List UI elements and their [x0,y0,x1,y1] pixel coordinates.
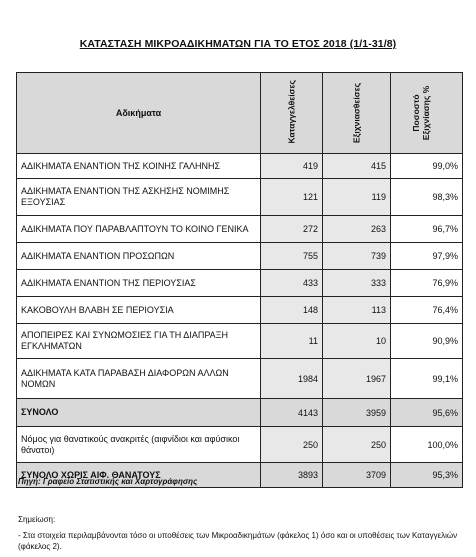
page-title: ΚΑΤΑΣΤΑΣΗ ΜΙΚΡΟΑΔΙΚΗΜΑΤΩΝ ΓΙΑ ΤΟ ΕΤΟΣ 2018 (1/1-31/8) [79,38,397,50]
row-reported: 755 [261,243,323,270]
special-row [17,427,463,463]
row-solved: 1967 [323,359,391,399]
header-percent: Ποσοστό Εξιχνίασης % [411,85,431,141]
row-percent: 97,9% [391,243,463,270]
note-text: - Στα στοιχεία περιλαμβάνονται τόσο οι υποθέσεις των Μικροαδικημάτων (φάκελος 1) όσο και οι υποθέσεις των Καταγγελιών (φάκελος 2). [18,531,458,551]
table-row [17,243,463,270]
table-row [17,297,463,324]
row-solved: 739 [323,243,391,270]
row-solved: 10 [323,324,391,359]
header-solved: Εξιχνιασθείσες [351,82,362,144]
row-solved: 333 [323,270,391,297]
row-label: ΑΔΙΚΗΜΑΤΑ ΚΑΤΑ ΠΑΡΑΒΑΣΗ ΔΙΑΦΟΡΩΝ ΑΛΛΩΝ ΝΟΜΩΝ [17,359,261,399]
row-percent: 99,1% [391,359,463,399]
table-row [17,324,463,359]
row-reported: 419 [261,154,323,179]
row-percent: 90,9% [391,324,463,359]
special-solved: 250 [323,427,391,463]
header-offense: Αδικήματα [17,73,261,154]
row-reported: 272 [261,216,323,243]
row-percent: 98,3% [391,179,463,216]
source-note: Πηγή: Γραφείο Στατιστικής και Χαρτογράφησης [18,477,198,486]
row-reported: 433 [261,270,323,297]
special-reported: 250 [261,427,323,463]
row-solved: 263 [323,216,391,243]
header-row [17,73,463,154]
header-solved-cell [323,73,391,154]
header-reported: Καταγγελθείσες [286,80,297,144]
total-percent: 95,6% [391,399,463,427]
row-solved: 113 [323,297,391,324]
row-label: ΑΔΙΚΗΜΑΤΑ ΕΝΑΝΤΙΟΝ ΤΗΣ ΠΕΡΙΟΥΣΙΑΣ [17,270,261,297]
table-row [17,216,463,243]
offenses-table [16,72,463,488]
table-row [17,179,463,216]
row-percent: 76,4% [391,297,463,324]
row-reported: 148 [261,297,323,324]
total-excl-label: ΣΥΝΟΛΟ ΧΩΡΙΣ ΑΙΦ. ΘΑΝΑΤΟΥΣ [17,463,261,488]
row-solved: 119 [323,179,391,216]
header-reported-cell [261,73,323,154]
row-reported: 121 [261,179,323,216]
row-reported: 1984 [261,359,323,399]
total-label: ΣΥΝΟΛΟ [17,399,261,427]
total-excl-solved: 3709 [323,463,391,488]
special-label: Νόμος για θανατικούς ανακριτές (αιφνίδιοι και αφύσικοι θάνατοι) [17,427,261,463]
table-row [17,154,463,179]
row-label: ΑΔΙΚΗΜΑΤΑ ΕΝΑΝΤΙΟΝ ΤΗΣ ΑΣΚΗΣΗΣ ΝΟΜΙΜΗΣ ΕΞΟΥΣΙΑΣ [17,179,261,216]
row-percent: 76,9% [391,270,463,297]
row-label: ΚΑΚΟΒΟΥΛΗ ΒΛΑΒΗ ΣΕ ΠΕΡΙΟΥΣΙΑ [17,297,261,324]
table-row [17,270,463,297]
total-reported: 4143 [261,399,323,427]
row-label: ΑΔΙΚΗΜΑΤΑ ΠΟΥ ΠΑΡΑΒΛΑΠΤΟΥΝ ΤΟ ΚΟΙΝΟ ΓΕΝΙΚΑ [17,216,261,243]
row-reported: 11 [261,324,323,359]
header-percent-cell [391,73,463,154]
total-excl-reported: 3893 [261,463,323,488]
table-row [17,359,463,399]
row-label: ΑΔΙΚΗΜΑΤΑ ΕΝΑΝΤΙΟΝ ΠΡΟΣΩΠΩΝ [17,243,261,270]
total-excl-percent: 95,3% [391,463,463,488]
note-heading: Σημείωση: [18,515,56,524]
row-percent: 96,7% [391,216,463,243]
row-solved: 415 [323,154,391,179]
special-percent: 100,0% [391,427,463,463]
row-label: ΑΠΟΠΕΙΡΕΣ ΚΑΙ ΣΥΝΩΜΟΣΙΕΣ ΓΙΑ ΤΗ ΔΙΑΠΡΑΞΗ ΕΓΚΛΗΜΑΤΩΝ [17,324,261,359]
total-row [17,399,463,427]
total-solved: 3959 [323,399,391,427]
row-label: ΑΔΙΚΗΜΑΤΑ ΕΝΑΝΤΙΟΝ ΤΗΣ ΚΟΙΝΗΣ ΓΑΛΗΝΗΣ [17,154,261,179]
row-percent: 99,0% [391,154,463,179]
